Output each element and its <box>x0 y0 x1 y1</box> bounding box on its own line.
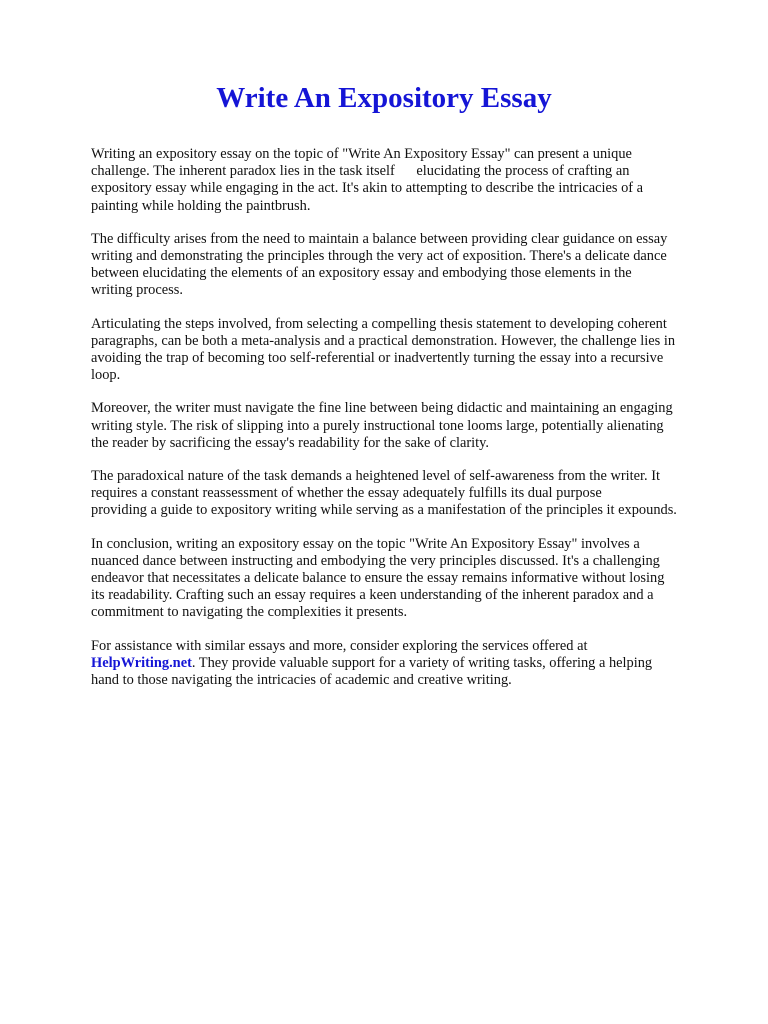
paragraph-5 <box>91 468 724 520</box>
paragraph-line: writing process. <box>91 282 183 299</box>
paragraph-line: Writing an expository essay on the topic of "Write An Expository Essay" can present a unique <box>91 146 632 162</box>
paragraph-line: writing style. The risk of slipping into a purely instructional tone looms large, potentially alienating <box>91 417 664 434</box>
paragraph-line: its readability. Crafting such an essay requires a keen understanding of the inherent paradox and a <box>91 587 654 604</box>
closing-paragraph <box>91 638 724 690</box>
paragraph-line: The difficulty arises from the need to maintain a balance between providing clear guidance on essay <box>91 230 668 247</box>
paragraph-6 <box>91 536 724 622</box>
paragraph-line: providing a guide to expository writing while serving as a manifestation of the principles it expounds. <box>91 502 677 519</box>
paragraph-line: between elucidating the elements of an expository essay and embodying those elements in the <box>91 265 632 282</box>
paragraph-line: challenge. The inherent paradox lies in the task itself elucidating the process of crafting an <box>91 163 630 180</box>
paragraph-line: In conclusion, writing an expository essay on the topic "Write An Expository Essay" involves a <box>91 535 640 552</box>
paragraph-line: requires a constant reassessment of whether the essay adequately fulfills its dual purpose <box>91 485 602 502</box>
paragraph-line: Articulating the steps involved, from selecting a compelling thesis statement to developing coherent <box>91 315 667 332</box>
paragraph-line: commitment to navigating the complexities it presents. <box>91 604 408 621</box>
paragraph-line: Moreover, the writer must navigate the fine line between being didactic and maintaining an engaging <box>91 400 673 417</box>
essay-body <box>91 146 724 689</box>
closing-line-1: For assistance with similar essays and more, consider exploring the services offered at <box>91 637 588 654</box>
page-title: Write An Expository Essay <box>216 82 552 114</box>
paragraph-2 <box>91 231 724 300</box>
paragraph-4 <box>91 400 724 452</box>
paragraph-3 <box>91 316 724 385</box>
paragraph-line: painting while holding the paintbrush. <box>91 197 311 214</box>
paragraph-line: paragraphs, can be both a meta-analysis and a practical demonstration. However, the challenge lies in <box>91 332 676 349</box>
paragraph-line: The paradoxical nature of the task demands a heightened level of self-awareness from the writer. It <box>91 468 660 485</box>
closing-line-2-text: . They provide valuable support for a variety of writing tasks, offering a helping <box>191 654 653 671</box>
helpwriting-link[interactable]: HelpWriting.net <box>91 654 192 671</box>
closing-line-2 <box>91 655 724 672</box>
paragraph-line: endeavor that necessitates a delicate balance to ensure the essay remains informative without losing <box>91 570 665 587</box>
paragraph-line: loop. <box>91 367 121 384</box>
paragraph-line: nuanced dance between instructing and embodying the very principles discussed. It's a challenging <box>91 552 660 569</box>
closing-line-3: hand to those navigating the intricacies of academic and creative writing. <box>91 672 512 689</box>
paragraph-line: the reader by sacrificing the essay's readability for the sake of clarity. <box>91 434 490 451</box>
paragraph-line: avoiding the trap of becoming too self-referential or inadvertently turning the essay into a recursive <box>91 350 664 367</box>
paragraph-1 <box>91 146 724 215</box>
paragraph-line: expository essay while engaging in the act. It's akin to attempting to describe the intricacies of a <box>91 180 644 197</box>
paragraph-line: writing and demonstrating the principles through the very act of exposition. There's a delicate dance <box>91 248 667 265</box>
